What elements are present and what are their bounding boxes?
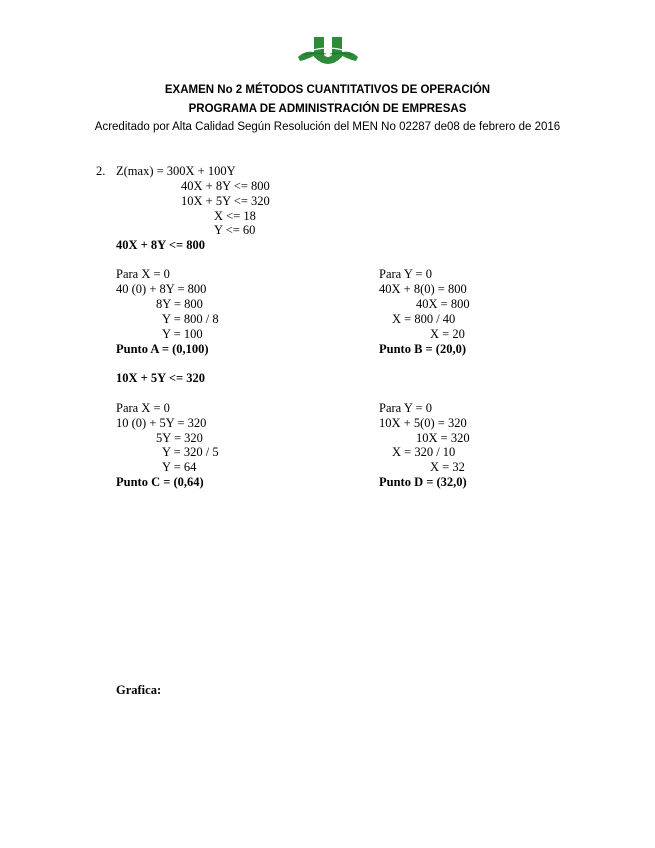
section1-right-line: X = 800 / 40 — [392, 312, 456, 326]
section1-right-line: Para Y = 0 — [379, 267, 432, 281]
point-c-result: Punto C = (0,64) — [116, 475, 204, 489]
section2-left-line: 5Y = 320 — [156, 431, 203, 445]
section1-right-line: 40X + 8(0) = 800 — [379, 282, 467, 296]
section1-right-line: X = 20 — [430, 327, 465, 341]
section2-right-line: 10X = 320 — [416, 431, 470, 445]
section1-left-line: Para X = 0 — [116, 267, 170, 281]
section2-right-line: Para Y = 0 — [379, 401, 432, 415]
point-d-result: Punto D = (32,0) — [379, 475, 467, 489]
exam-title: EXAMEN No 2 MÉTODOS CUANTITATIVOS DE OPERACIÓN — [164, 84, 491, 96]
program-title: PROGRAMA DE ADMINISTRACIÓN DE EMPRESAS — [188, 103, 467, 115]
point-a-result: Punto A = (0,100) — [116, 342, 209, 356]
section2-left-line: 10 (0) + 5Y = 320 — [116, 416, 207, 430]
section2-left-line: Y = 64 — [162, 460, 197, 474]
section1-left-line: Y = 100 — [162, 327, 203, 341]
constraint-1: 40X + 8Y <= 800 — [181, 179, 270, 193]
section1-right-line: 40X = 800 — [416, 297, 470, 311]
accreditation-line: Acreditado por Alta Calidad Según Resolución del MEN No 02287 de08 de febrero de 2016 — [94, 121, 561, 133]
constraint-4: Y <= 60 — [214, 223, 256, 237]
constraint-2: 10X + 5Y <= 320 — [181, 194, 270, 208]
section1-left-line: 8Y = 800 — [156, 297, 203, 311]
grafica-label: Grafica: — [116, 683, 162, 697]
section2-right-line: X = 320 / 10 — [392, 445, 456, 459]
point-b-result: Punto B = (20,0) — [379, 342, 466, 356]
section2-left-line: Y = 320 / 5 — [162, 445, 219, 459]
section2-title: 10X + 5Y <= 320 — [116, 371, 205, 385]
section2-left-line: Para X = 0 — [116, 401, 170, 415]
section1-left-line: Y = 800 / 8 — [162, 312, 219, 326]
constraint-3: X <= 18 — [214, 209, 256, 223]
university-logo-icon — [296, 35, 360, 71]
section2-right-line: X = 32 — [430, 460, 465, 474]
section1-left-line: 40 (0) + 8Y = 800 — [116, 282, 207, 296]
section1-title: 40X + 8Y <= 800 — [116, 238, 205, 252]
section2-right-line: 10X + 5(0) = 320 — [379, 416, 467, 430]
objective-function: Z(max) = 300X + 100Y — [116, 164, 236, 178]
problem-number: 2. — [96, 164, 106, 178]
